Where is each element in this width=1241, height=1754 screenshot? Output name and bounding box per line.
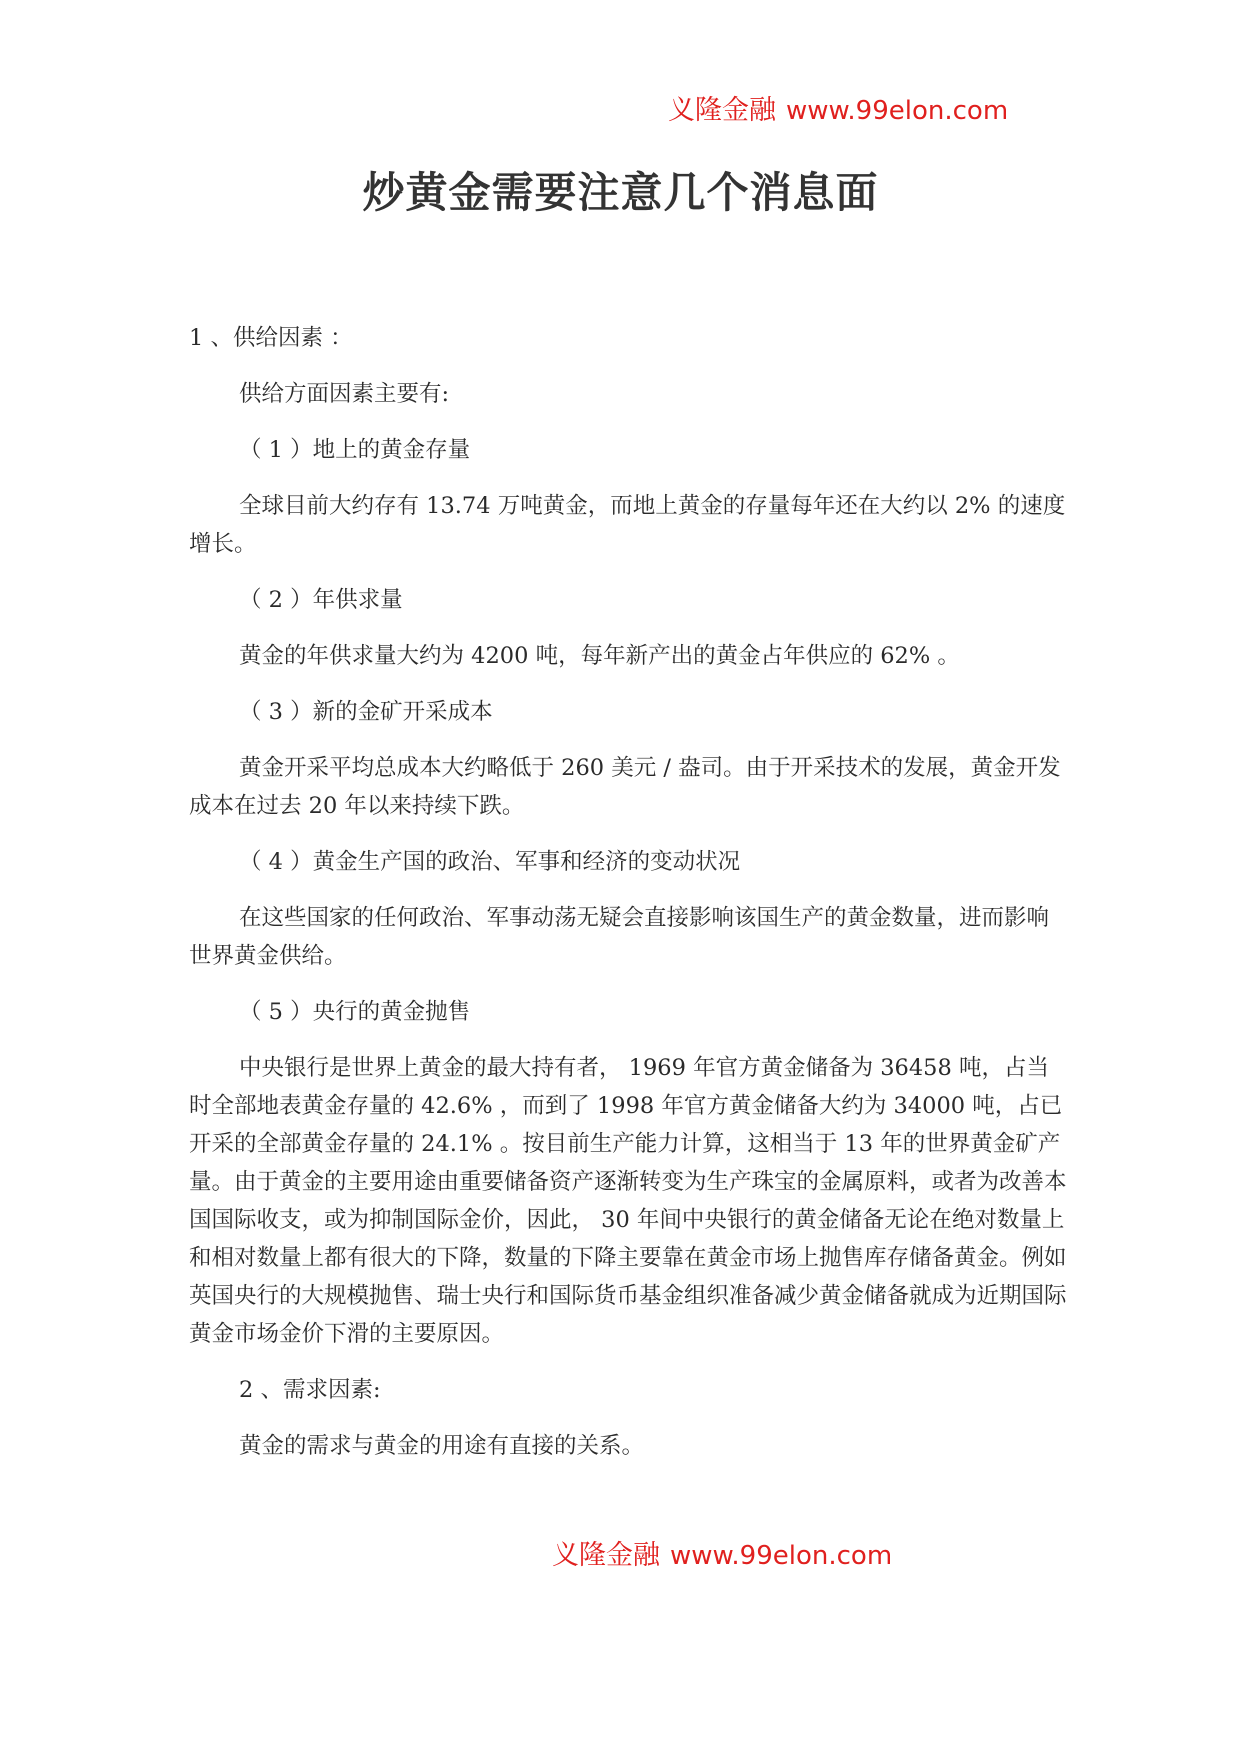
- watermark-brand: 义隆金融: [668, 95, 776, 126]
- footer-watermark: [552, 1542, 892, 1569]
- paragraph: 黄金开采平均总成本大约略低于 260 美元 / 盎司。由于开采技术的发展，黄金开发成本在过去 20 年以来持续下跌。: [189, 755, 1061, 819]
- section-heading-demand: 2 、需求因素:: [239, 1377, 381, 1403]
- watermark-brand: 义隆金融: [552, 1540, 660, 1571]
- header-watermark: [668, 97, 1008, 124]
- watermark-url: www.99elon.com: [786, 96, 1009, 126]
- watermark-url: www.99elon.com: [670, 1541, 893, 1571]
- paragraph: 黄金的需求与黄金的用途有直接的关系。: [239, 1433, 645, 1459]
- document-body: [189, 319, 1069, 1483]
- section-heading-supply: 1 、供给因素 ：: [189, 325, 353, 351]
- subheading: （ 3 ）新的金矿开采成本: [239, 699, 493, 725]
- paragraph: 中央银行是世界上黄金的最大持有者， 1969 年官方黄金储备为 36458 吨，占当时全部地表黄金存量的 42.6% ，而到了 1998 年官方黄金储备大约为 34000 吨，占已开采的全部黄金存量的 24.1% 。按目前生产能力计算，这相当于 13 年的世界黄金矿产量。由于黄金的主要用途由重要储备资产逐渐转变为生产珠宝的金属原料，或者为改善本国国际收支，或为抑制国际金价，因此， 30 年间中央银行的黄金储备无论在绝对数量上和相对数量上都有很大的下降，数量的下降主要靠在黄金市场上抛售库存储备黄金。例如英国央行的大规模抛售、瑞士央行和国际货币基金组织准备减少黄金储备就成为近期国际黄金市场金价下滑的主要原因。: [189, 1055, 1067, 1347]
- paragraph: 黄金的年供求量大约为 4200 吨，每年新产出的黄金占年供应的 62% 。: [239, 643, 960, 669]
- subheading: （ 4 ）黄金生产国的政治、军事和经济的变动状况: [239, 849, 741, 875]
- paragraph: 供给方面因素主要有:: [239, 381, 450, 407]
- page-title: 炒黄金需要注意几个消息面: [362, 168, 879, 217]
- paragraph: 在这些国家的任何政治、军事动荡无疑会直接影响该国生产的黄金数量，进而影响世界黄金供给。: [189, 905, 1050, 969]
- paragraph: 全球目前大约存有 13.74 万吨黄金，而地上黄金的存量每年还在大约以 2% 的速度增长。: [189, 493, 1066, 557]
- subheading: （ 1 ）地上的黄金存量: [239, 437, 471, 463]
- subheading: （ 2 ）年供求量: [239, 587, 403, 613]
- subheading: （ 5 ）央行的黄金抛售: [239, 999, 471, 1025]
